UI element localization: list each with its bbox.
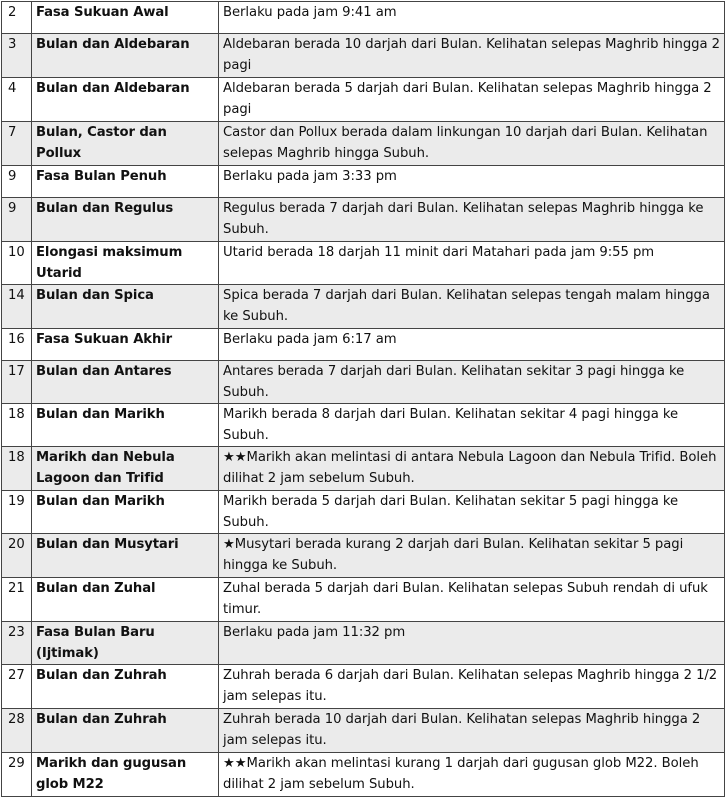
table-row [2, 78, 725, 122]
description-cell: Aldebaran berada 10 darjah dari Bulan. Kelihatan selepas Maghrib hingga 2 pagi [219, 34, 725, 78]
description-cell: Zuhrah berada 10 darjah dari Bulan. Kelihatan selepas Maghrib hingga 2 jam selepas itu. [219, 709, 725, 753]
day-cell: 9 [2, 166, 32, 198]
event-cell: Bulan dan Marikh [32, 404, 219, 447]
day-cell: 29 [2, 753, 32, 797]
table-row [2, 404, 725, 447]
table-row [2, 709, 725, 753]
event-cell: Marikh dan gugusan glob M22 [32, 753, 219, 797]
event-cell: Bulan dan Zuhrah [32, 665, 219, 709]
event-cell: Bulan dan Zuhrah [32, 709, 219, 753]
event-cell: Bulan dan Marikh [32, 491, 219, 534]
table-row [2, 491, 725, 534]
event-cell: Bulan dan Zuhal [32, 578, 219, 622]
day-cell: 20 [2, 534, 32, 578]
event-cell: Bulan dan Aldebaran [32, 78, 219, 122]
description-cell: Utarid berada 18 darjah 11 minit dari Matahari pada jam 9:55 pm [219, 242, 725, 285]
day-cell: 9 [2, 198, 32, 242]
day-cell: 2 [2, 2, 32, 34]
event-cell: Bulan dan Aldebaran [32, 34, 219, 78]
description-cell: Regulus berada 7 darjah dari Bulan. Kelihatan selepas Maghrib hingga ke Subuh. [219, 198, 725, 242]
table-row [2, 534, 725, 578]
table-row [2, 622, 725, 665]
event-cell: Fasa Bulan Baru (Ijtimak) [32, 622, 219, 665]
description-cell: Marikh berada 8 darjah dari Bulan. Kelihatan sekitar 4 pagi hingga ke Subuh. [219, 404, 725, 447]
day-cell: 21 [2, 578, 32, 622]
event-cell: Marikh dan Nebula Lagoon dan Trifid [32, 447, 219, 491]
description-cell: Berlaku pada jam 3:33 pm [219, 166, 725, 198]
description-cell: ★★Marikh akan melintasi kurang 1 darjah dari gugusan glob M22. Boleh dilihat 2 jam sebelum Subuh. [219, 753, 725, 797]
event-cell: Bulan dan Spica [32, 285, 219, 329]
day-cell: 27 [2, 665, 32, 709]
table-row [2, 665, 725, 709]
description-cell: Berlaku pada jam 11:32 pm [219, 622, 725, 665]
day-cell: 28 [2, 709, 32, 753]
event-cell: Fasa Bulan Penuh [32, 166, 219, 198]
table-row [2, 329, 725, 361]
description-cell: Zuhal berada 5 darjah dari Bulan. Kelihatan selepas Subuh rendah di ufuk timur. [219, 578, 725, 622]
description-cell: Castor dan Pollux berada dalam linkungan 10 darjah dari Bulan. Kelihatan selepas Maghrib hingga Subuh. [219, 122, 725, 166]
table-row [2, 285, 725, 329]
day-cell: 7 [2, 122, 32, 166]
table-row [2, 361, 725, 404]
event-cell: Bulan, Castor dan Pollux [32, 122, 219, 166]
day-cell: 23 [2, 622, 32, 665]
event-cell: Fasa Sukuan Akhir [32, 329, 219, 361]
event-cell: Fasa Sukuan Awal [32, 2, 219, 34]
description-cell: Aldebaran berada 5 darjah dari Bulan. Kelihatan selepas Maghrib hingga 2 pagi [219, 78, 725, 122]
description-cell: Spica berada 7 darjah dari Bulan. Kelihatan selepas tengah malam hingga ke Subuh. [219, 285, 725, 329]
day-cell: 4 [2, 78, 32, 122]
event-table [1, 1, 725, 797]
description-cell: Berlaku pada jam 6:17 am [219, 329, 725, 361]
description-cell: ★★Marikh akan melintasi di antara Nebula Lagoon dan Nebula Trifid. Boleh dilihat 2 jam sebelum Subuh. [219, 447, 725, 491]
event-cell: Bulan dan Regulus [32, 198, 219, 242]
table-row [2, 242, 725, 285]
description-cell: Marikh berada 5 darjah dari Bulan. Kelihatan sekitar 5 pagi hingga ke Subuh. [219, 491, 725, 534]
table-row [2, 34, 725, 78]
day-cell: 19 [2, 491, 32, 534]
table-row [2, 2, 725, 34]
table-row [2, 753, 725, 797]
day-cell: 14 [2, 285, 32, 329]
description-cell: ★Musytari berada kurang 2 darjah dari Bulan. Kelihatan sekitar 5 pagi hingga ke Subuh. [219, 534, 725, 578]
description-cell: Zuhrah berada 6 darjah dari Bulan. Kelihatan selepas Maghrib hingga 2 1/2 jam selepas itu. [219, 665, 725, 709]
day-cell: 10 [2, 242, 32, 285]
table-row [2, 166, 725, 198]
table-row [2, 198, 725, 242]
description-cell: Antares berada 7 darjah dari Bulan. Kelihatan sekitar 3 pagi hingga ke Subuh. [219, 361, 725, 404]
description-cell: Berlaku pada jam 9:41 am [219, 2, 725, 34]
event-cell: Bulan dan Musytari [32, 534, 219, 578]
day-cell: 16 [2, 329, 32, 361]
day-cell: 18 [2, 404, 32, 447]
table-row [2, 578, 725, 622]
day-cell: 3 [2, 34, 32, 78]
table-row [2, 447, 725, 491]
day-cell: 17 [2, 361, 32, 404]
event-cell: Elongasi maksimum Utarid [32, 242, 219, 285]
event-cell: Bulan dan Antares [32, 361, 219, 404]
day-cell: 18 [2, 447, 32, 491]
table-row [2, 122, 725, 166]
